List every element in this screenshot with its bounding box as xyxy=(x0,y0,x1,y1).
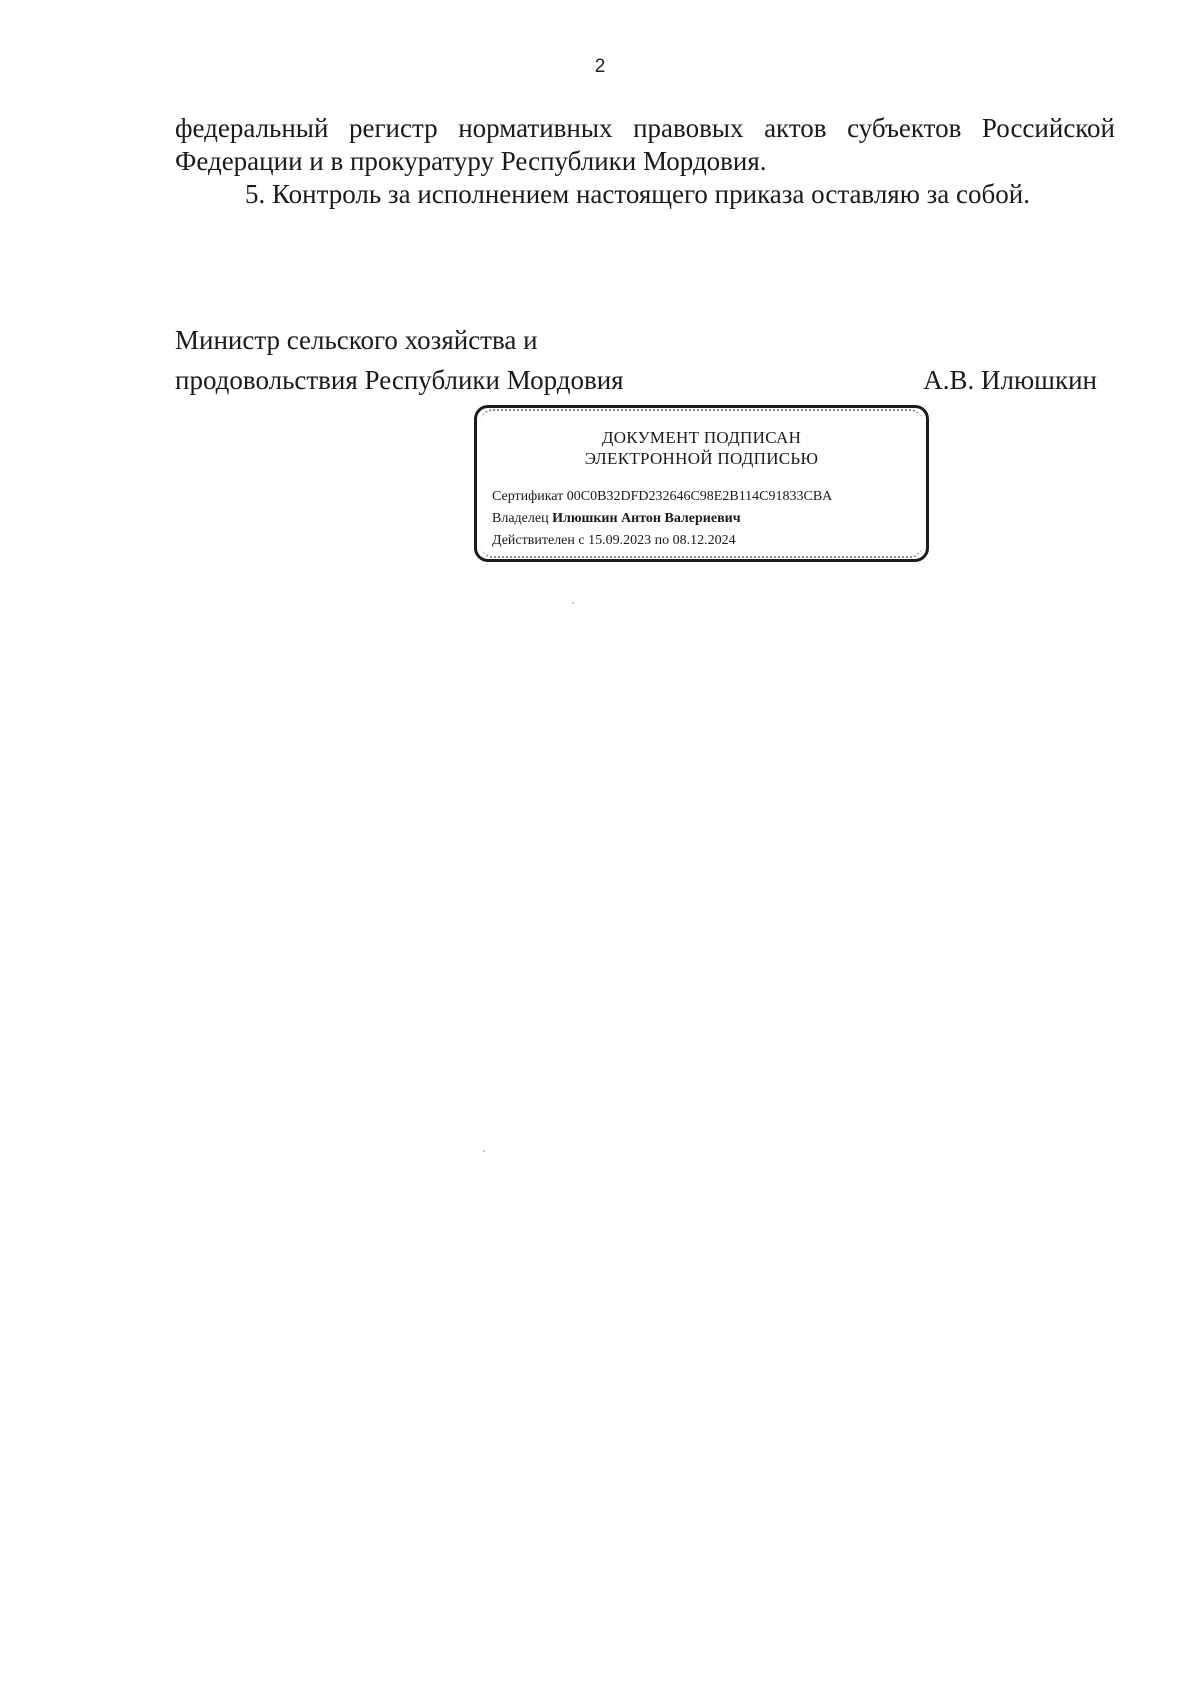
certificate-label: Сертификат xyxy=(492,489,564,504)
body-line-3: 5. Контроль за исполнением настоящего приказа оставляю за собой. xyxy=(245,179,1030,209)
page-number: 2 xyxy=(594,56,606,77)
valid-from-label: с xyxy=(578,533,585,548)
electronic-signature-stamp xyxy=(474,405,929,562)
owner-label: Владелец xyxy=(492,511,549,526)
body-line-2: Федерации и в прокуратуру Республики Мордовия. xyxy=(175,146,767,176)
valid-from-date: 15.09.2023 xyxy=(588,533,652,548)
owner-value: Илюшкин Антон Валериевич xyxy=(552,511,741,526)
stamp-certificate-row xyxy=(492,488,832,506)
stamp-heading-line-2: ЭЛЕКТРОННОЙ ПОДПИСЬЮ xyxy=(584,449,819,468)
signatory-title-line-2: продовольствия Республики Мордовия xyxy=(175,365,624,395)
valid-label: Действителен xyxy=(492,533,575,548)
scan-speck xyxy=(483,1150,485,1152)
valid-to-date: 08.12.2024 xyxy=(672,533,736,548)
body-line-1: федеральный регистр нормативных правовых актов субъектов Российской xyxy=(175,113,1115,143)
scan-speck xyxy=(572,602,574,604)
signatory-name: А.В. Илюшкин xyxy=(923,365,1097,395)
stamp-validity-row xyxy=(492,532,736,550)
stamp-owner-row xyxy=(492,510,741,528)
stamp-heading-line-1: ДОКУМЕНТ ПОДПИСАН xyxy=(601,428,802,447)
valid-to-label: по xyxy=(654,533,670,548)
signatory-title-line-1: Министр сельского хозяйства и xyxy=(175,325,538,355)
certificate-value: 00C0B32DFD232646C98E2B114C91833CBA xyxy=(566,489,833,504)
